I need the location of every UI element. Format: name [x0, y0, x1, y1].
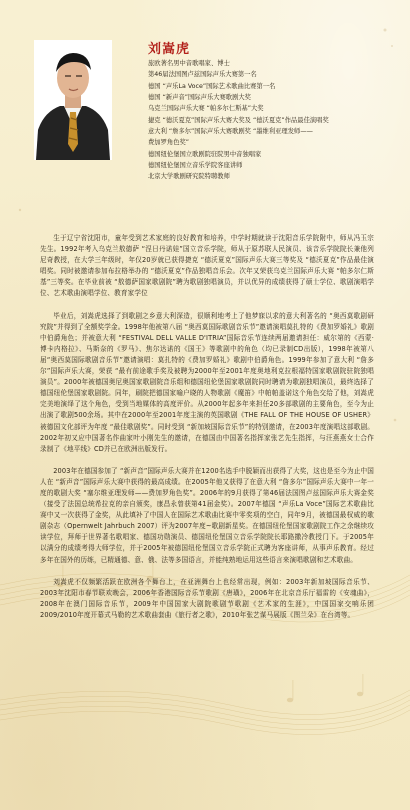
honor-item: 德国 “新声音”国际声乐大赛歌剧大奖 [148, 94, 251, 102]
honor-item: 捷克 “德沃夏克”国际声乐大赛大奖及 “德沃夏克”作品最佳演唱奖 [148, 116, 329, 124]
biography-paragraph-awards: 2003年在德国参加了 “新声音”国际声乐大赛并在1200名选手中脱颖而出获得了大奖，这也是至今为止中国人在 “新声音”国际声乐大赛中获得的最高成绩。在2005年他又获得了在意大利 “詹多尔”国际声乐大赛中一年一度的歌剧大奖 “塞尔维亚理发师——费加罗角色奖”。2006年的9月获得了第46届法国图卢兹国际声乐大赛金奖（接受了法国总统希拉克的亲自颁奖，康昌永曾获第41届金奖）。2007年德国 “声乐La Voce”国际艺术歌曲比赛中又一次获得了金奖，从此填补了中国人在国际艺术歌曲比赛中零奖项的空白，同年9月，被德国最权威的歌剧杂志（Opernwelt Jahrbuch 2007）评为2007年度~歌剧新星奖。在德国纽伦堡国家歌剧院工作之余继续攻读学位，拜师于世界著名歌唱家、德国功勋演员、德国纽伦堡国立音乐学院院长耶路撒冷教授门下。于2005年以满分的成绩考得大师学位，并于2005年被德国纽伦堡国立音乐学院正式聘为客座讲师，从事声乐教育。经过多年在国外的历练，已精通德、意、俄、法等多国语言，并能纯熟地运用这些语言来演唱歌剧和艺术歌曲。 [40, 466, 374, 564]
profile-header [34, 38, 394, 198]
biography-paragraph-italy-germany: 毕业后，刘嵩虎选择了到歌剧之乡意大利深造，很顺利地考上了他梦寐以求的意大利著名的 “奥西莫歌剧研究院”并得到了全额奖学金。1998年他被第八届 “奥西莫国际歌剧音乐节”邀请演唱莫扎特的《费加罗婚礼》歌剧中伯爵角色；并被意大利 “FESTIVAL DELL VALLE D'ITRIA”国际音乐节连续两届邀请担任：威尔第的《西蒙·博卡内格拉》、马斯奈的《罗马》、焦尔达诺的《国王》等歌剧中的角色（均已录制CD出版），1998年被第八届“奥西莫国际歌剧音乐节”邀请演唱：莫扎特的《费加罗婚礼》歌剧中伯爵角色。1999年参加了意大利 “詹多尔”国际声乐大赛，荣获 “最有前途歌手奖及被聘为2000年至2001年度奥地利克拉根福特国家歌剧院驻院独唱演员”。2000年被德国奥尼奥国家歌剧院音乐组和德国纽伦堡国家歌剧院同时聘请为歌剧独唱演员，最终选择了德国纽伦堡国家歌剧院。同年，刷院把德国家喻户晓的人物歌剧《魔笛》中帕帕盖诺这个角色交给了他，刘嵩虎完美地演绎了这个角色，受到当地媒体的高度评价。从2000年起多年来担任20多部歌剧的主要角色，至今为止出演了歌剧500余场。其中在2000年至2001年度主演的英国歌剧《THE FALL OF THE HOUSE OF USHER》被德国文化部评为年度 “最佳歌剧奖”。同时受到 “新加坡国际音乐节”的特别邀请，在2003年度演唱这部歌剧。2002年初又应中国著名作曲家叶小刚先生的邀请，在德国由中国著名指挥家张艺先生指挥，与汪燕燕女士合作录制了《地平线》CD并已在欧洲出版发行。 [40, 311, 374, 453]
honor-item: 费加罗角色奖” [148, 139, 190, 147]
biography-paragraph-asia: 刘嵩虎不仅频繁活跃在欧洲各个舞台上，在亚洲舞台上也经常出现，例如：2003年新加坡国际音乐节、2003年沈阳市春节联欢晚会，2006年香港国际音乐节歌剧《唐璜》，2006年在北京音乐厅福雷的《安魂曲》，2008年在澳门国际音乐节，2009年中国国家大剧院歌剧节歌剧《艺术家的生涯》，中国国家交响乐团2009/2010年度开幕式马勒的艺术歌曲套曲《旅行者之歌》，2010年张艺谋马展版《图兰朵》在台湾等。 [40, 577, 374, 619]
honor-item: 意大利 “詹多尔”国际声乐大赛歌剧奖 “墨维利亚理发师—— [148, 128, 313, 136]
honor-item: 北京大学歌剧研究院特聘教师 [148, 173, 230, 181]
portrait-photo [34, 40, 112, 160]
honor-item: 乌克兰国际声乐大赛 “帕多尔仁斯基”大奖 [148, 105, 264, 113]
honor-item: 德国纽伦堡国立音乐学院客座讲师 [148, 162, 243, 170]
honor-item: 旅欧著名男中音歌唱家、博士 [148, 60, 230, 67]
honor-item: 第46届法国图卢兹国际声乐大赛第一名 [148, 71, 257, 79]
performer-name: 刘嵩虎 [148, 42, 191, 57]
biography-body [40, 233, 374, 632]
honors-list [148, 58, 398, 183]
biography-paragraph-early-life: 生于辽宁省沈阳市，童年受到艺术家庭的良好教育和培养，中学时期就读于沈阳音乐学院附中，师从冯玉宗先生。1992年考入乌克兰敖德萨 “涅日丹诺娃”国立音乐学院，师从于原苏联人民演员、该音乐学院院长兼他列尼奇教授，在大学三年级时，年仅20岁就已获得捷克 “德沃夏克”国际声乐大赛三等奖及 “德沃夏克”作品最佳演唱奖。同时被邀请参加布拉格举办的 “德沃夏克”作品独唱音乐会。次年又荣获乌克兰国际声乐大赛 “帕多尔仁斯基”三等奖。在毕业前被 “敖德萨国家歌剧院”聘为歌剧独唱演员，并以优异的成绩获得了硕士学位、歌剧演唱学位、艺术歌曲演唱学位、教育家学位 [40, 234, 374, 298]
honor-item: 德国纽伦堡国立歌剧院驻院男中音独唱家 [148, 150, 262, 158]
honor-item: 德国 “声乐La Voce”国际艺术歌曲比赛第一名 [148, 82, 276, 90]
